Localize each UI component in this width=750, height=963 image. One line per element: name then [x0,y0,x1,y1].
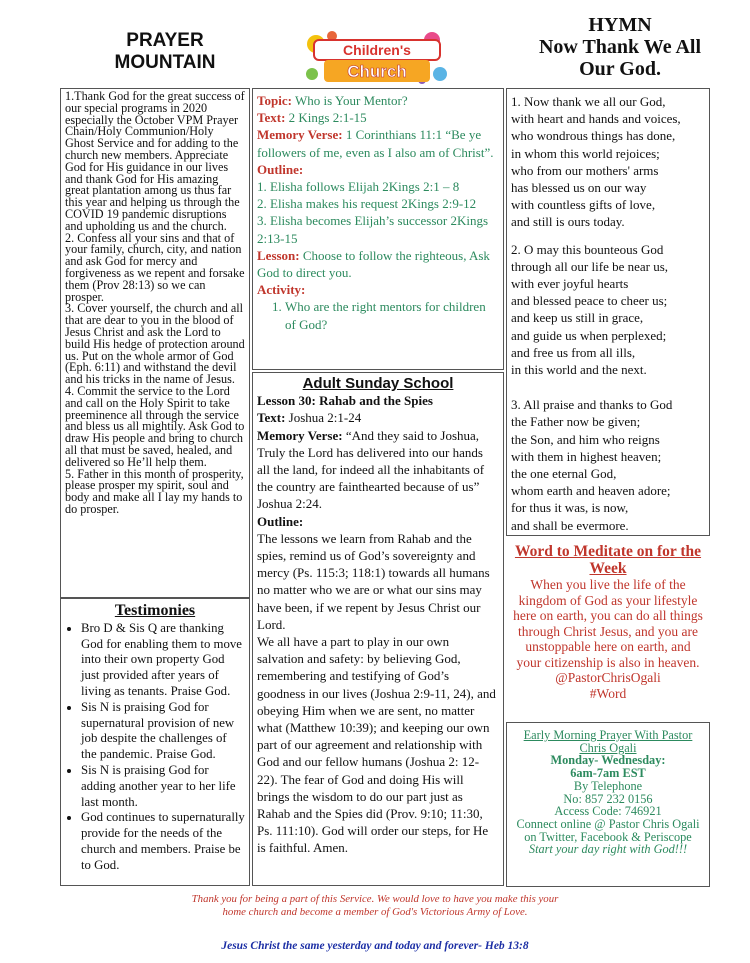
heading-line: PRAYER [126,30,204,51]
memory-verse [257,126,499,160]
outline-item: 3. Elisha becomes Elijah’s successor 2Kings 2:13-15 [257,213,489,246]
outline-paragraph: The lessons we learn from Rahab and the spies, remind us of God’s sovereignty and mercy (Ps. 115:3; 118:1) towards all humans no matter who we are or what our sins may have been, if we repent by Jesus Christ our Lord. [257,530,490,632]
memory-label: Memory Verse: [257,427,343,443]
memory-verse [257,427,499,513]
text-line [257,109,499,126]
footer-scripture: Jesus Christ the same yesterday and today and forever- Heb 13:8 [221,940,529,952]
text-label: Text: [257,110,286,126]
prayer-point: 2. Confess all your sins and that of your family, church, city, and nation and ask God for mercy and forgiveness as we repent and forsake them (Prov 28:13) so we can prosper. [65,230,245,304]
prayer-line-time: 6am-7am EST [570,766,646,781]
hymn-verse: 1. Now thank we all our God, with heart and hands and voices, who wondrous things has done, in whom this world rejoices; who from our mothers' arms has blessed us on our way with countless gifts of love, and still is ours today. [511,94,681,230]
activity-label: Activity: [257,282,306,298]
heading-line: HYMN [588,14,652,36]
testimonies-box [60,598,250,886]
prayer-point: 4. Commit the service to the Lord and call on the Holy Spirit to take preeminence all through the service and bless us all mightily. Ask God to draw His people and bring to church all that must be saved, healed, and delivered so He’ll help them. [65,383,245,469]
prayer-line-number: No: 857 232 0156 [563,791,653,806]
outline-label-text: Outline: [257,513,304,529]
hymn-verse: 2. O may this bounteous God through all our life be near us, with ever joyful hearts and blessed peace to cheer us; and keep us still in grace, and guide us when perplexed; and free us from all ills, in this world and the next. [511,241,669,378]
heading-line: Now Thank We All [538,36,702,58]
outline-label [257,513,499,530]
svg-text:Church: Church [347,62,407,81]
lesson-title [257,392,499,409]
outline-paragraph: We all have a part to play in our own salvation and safety: by believing God, remembering and testifying of God’s goodness in our lives (Joshua 2:9-11, 24), and obeying Him when we are sent, no matter what (Matthew 10:39); and keeping our own part of our agreement and relationship with God and our fellow humans (Joshua 2: 12-22). The fear of God and doing His will brings the wisdom to do our part just as Rahab and the Spies did (Prov. 9:10; 11:30, Ps. 111:10). God will order our steps, for He is faithful. Amen. [257,634,496,856]
activity-list [257,298,499,332]
hymn-box [506,88,710,536]
prayer-line-days: Monday- Wednesday: [550,753,666,768]
adult-sunday-school-box [252,372,504,886]
topic-value: Who is Your Mentor? [294,93,408,108]
hymn-heading [510,14,730,80]
lesson-label: Lesson: [257,247,300,263]
prayer-line-code: Access Code: 746921 [554,804,662,819]
memory-label: Memory Verse: [257,127,343,143]
prayer-point: 1.Thank God for the great success of our special programs in 2020 especially the October VPM Prayer Chain/Holy Communion/Holy Ghost Service and for adding to the church new members. Appreciate God for His guidance in our lives and thank God for His amazing great plantation among us thus far this year and helping us through the COVID 19 pandemic disruptions and upholding us and the church. [65,89,245,233]
testimony-item: • Sis N is praising God for adding another year to her life last month. [81,763,245,810]
word-hashtag: #Word [589,685,627,701]
word-body: When you live the life of the kingdom of God as your lifestyle here on earth, you can do all things through Christ Jesus, and you are unstoppable here on earth, and your citizenship is also in heaven. [513,577,703,670]
childrens-lesson-box [252,88,504,370]
activity-item: 1. Who are the right mentors for children of God? [285,298,499,332]
text-line [257,409,499,426]
memory-value: 1 Corinthians 11:1 “Be ye followers of me, even as I also am of Christ”. [257,127,494,160]
morning-prayer-box [506,722,710,887]
lesson-value: Choose to follow the righteous, Ask God to direct you. [257,247,490,281]
word-title: Word to Meditate on for the Week [514,543,702,577]
testimony-item: • God continues to supernaturally provide for the needs of the church and members. Praise be to God. [81,810,245,873]
word-to-meditate [512,543,704,701]
childrens-church-logo [302,30,452,86]
prayer-point: 5. Father in this month of prosperity, please prosper my spirit, soul and body and make all I lay my hands to do prosper. [65,466,244,516]
testimonies-title: Testimonies [114,602,196,619]
adult-school-title: Adult Sunday School [302,375,454,392]
topic-line [257,92,499,109]
testimony-item: • Bro D & Sis Q are thanking God for enabling them to move into their own property God just provided after years of living as tenants. Praise God. [81,621,245,700]
outline-item: 1. Elisha follows Elijah 2Kings 2:1 – 8 [257,179,460,195]
lesson-line [257,247,499,281]
testimony-item: • Sis N is praising God for supernatural provision of new job despite the challenges of the pandemic. Praise God. [81,700,245,763]
outline-label: Outline: [257,161,304,177]
prayer-line-closing: Start your day right with God!!! [528,842,688,857]
text-label: Text: [257,410,286,426]
prayer-points-box [60,88,250,598]
thank-you-note: Thank you for being a part of this Service. We would love to have you make this your home church and become a member of God's Victorious Army of Love. [191,893,559,918]
prayer-line-title: Early Morning Prayer With Pastor Chris Ogali [523,728,693,755]
text-value: Joshua 2:1-24 [288,410,362,426]
prayer-line-online: Connect online @ Pastor Chris Ogali on Twitter, Facebook & Periscope [516,816,700,844]
heading-line: Our God. [579,58,661,80]
text-value: 2 Kings 2:1-15 [288,110,367,126]
outline-item: 2. Elisha makes his request 2Kings 2:9-12 [257,196,477,212]
word-handle: @PastorChrisOgali [555,670,661,685]
memory-value: “And they said to Joshua, Truly the Lord has delivered into our hands all the land, for indeed all the inhabitants of the country are fainthearted because of us” Joshua 2:24. [257,427,485,512]
lesson-title-text: Lesson 30: Rahab and the Spies [257,393,433,409]
topic-label: Topic: [257,93,292,108]
prayer-line-by: By Telephone [573,778,643,793]
heading-line: MOUNTAIN [114,52,216,73]
hymn-verse: 3. All praise and thanks to God the Father now be given; the Son, and him who reigns with them in highest heaven; the one eternal God, whom earth and heaven adore; for thus it was, is now, and shall be evermore. [511,397,673,533]
svg-text:Children's: Children's [343,42,411,58]
testimonies-list [65,621,245,874]
prayer-mountain-heading [60,30,270,74]
prayer-point: 3. Cover yourself, the church and all that are dear to you in the blood of Jesus Christ and ask the Lord to build His hedge of protection around us. Put on the whole armor of God (Eph. 6:11) and withstand the devil and his tricks in the name of Jesus. [65,301,245,387]
